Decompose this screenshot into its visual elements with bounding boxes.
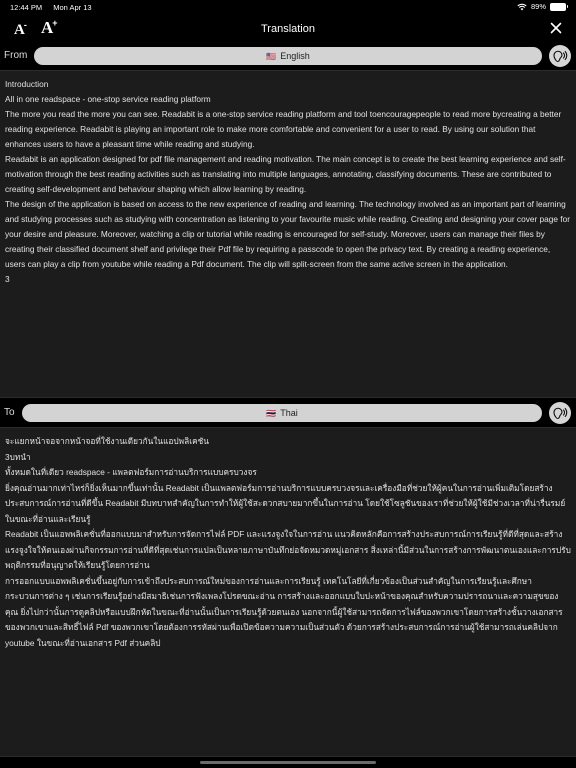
page-title: Translation — [260, 23, 315, 35]
font-increase-sign: + — [52, 18, 58, 29]
target-language-name: Thai — [280, 408, 298, 418]
source-speak-button[interactable] — [549, 45, 571, 67]
nav-bar — [0, 14, 576, 44]
source-line: 3 — [5, 274, 10, 284]
source-line: All in one readspace - one-stop service reading platform — [5, 94, 211, 104]
source-line: The design of the application is based on access to the new experience of reading and learning. The technology involved as an important part of learning and studying processes such as studying with concentration as listening to your favourite music while reading. Creating and designing your cover page for your desire and pleasure. Moreover, watching a clip or tutorial while reading is encouraged for self-study. Moreover, users can manage their files by creating their classified document shelf and privilege their Pdf file by requiring a passcode to open the privacy text. By creating a reading experience, users can play a clip from youtube while reading a Pdf document. The clip will split-screen from the same active screen in the application. — [5, 199, 570, 269]
target-language-row — [0, 400, 576, 426]
battery-icon — [550, 3, 566, 11]
source-line: Introduction — [5, 79, 49, 89]
target-line: จะแยกหน้าจอจากหน้าจอที่ใช้งานเดียวกันในแอปพลิเคชัน — [5, 436, 209, 446]
target-line: Readabit เป็นแอพพลิเคชั่นที่ออกแบบมาสำหรับการจัดการไฟล์ PDF และแรงจูงใจในการอ่าน แนวคิดหลักคือการสร้างประสบการณ์การเรียนรู้ที่ดีที่สุดและสร้างแรงจูงใจให้ตนเองผ่านกิจกรรมการอ่านที่ดีที่สุดเช่นการแปลเป็นหลายภาษาบันทึกย่อจัดหมวดหมู่เอกสาร สิ่งเหล่านี้มีส่วนในการสร้างการพัฒนาตนเองและการปรับพฤติกรรมที่อนุญาตให้เรียนรู้โดยการอ่าน — [5, 529, 571, 570]
source-language-label: From — [4, 50, 28, 61]
source-line: Readabit is an application designed for pdf file management and reading motivation. The main concept is to create the best learning experience and self-motivation through the best reading activities such as translating into multiple languages, annotating, classifying documents. These are contributed to creating self-development and behaviour shaping which allow learning by reading. — [5, 154, 566, 194]
source-language-name: English — [280, 51, 310, 61]
us-flag-icon: 🇺🇸 — [266, 51, 277, 61]
speak-icon — [552, 406, 568, 420]
target-line: ทั้งหมดในที่เดียว readspace - แพลตฟอร์มการอ่านบริการแบบครบวงจร — [5, 467, 257, 477]
target-line: 3บทนำ — [5, 451, 31, 462]
target-line: ยิ่งคุณอ่านมากเท่าไหร่ก็ยิ่งเห็นมากขึ้นเท่านั้น Readabit เป็นแพลตฟอร์มการอ่านบริการแบบครบวงจรและเครื่องมือที่ช่วยให้ผู้คนในการอ่านเพิ่มเติมโดยสร้างประสบการณ์การอ่านที่ดีขึ้น Readabit มีบทบาทสำคัญในการทำให้ผู้ใช้สะดวกสบายมากขึ้นในการอ่าน โดยใช้โซลูชันของเราที่ช่วยให้ผู้ใช้มีช่วงเวลาที่น่ารื่นรมย์ในขณะที่อ่านและเรียนรู้ — [5, 482, 566, 524]
status-time: 12:44 PM — [10, 3, 43, 12]
font-decrease-label: A — [14, 22, 25, 38]
source-text-panel[interactable] — [0, 70, 576, 398]
source-language-selector[interactable] — [34, 47, 542, 65]
target-speak-button[interactable] — [549, 402, 571, 424]
wifi-icon — [517, 3, 527, 11]
font-decrease-sign: - — [23, 20, 27, 30]
battery-percent: 89% — [530, 2, 546, 11]
source-line: The more you read the more you can see. Readabit is a one-stop service reading platform and tool toencouragepeople to read more bycreating a better reading experience. Readabit is playing an important role to make more comfortable and convenient for a user to read. By using our solution that enhances users to have a pleasant time while reading and studying. — [5, 109, 562, 149]
target-language-selector[interactable] — [22, 404, 542, 422]
status-date: Mon Apr 13 — [53, 3, 92, 12]
target-line: การออกแบบแอพพลิเคชั่นขึ้นอยู่กับการเข้าถึงประสบการณ์ใหม่ของการอ่านและการเรียนรู้ เทคโนโลยีที่เกี่ยวข้องเป็นส่วนสำคัญในการเรียนรู้และศึกษากระบวนการต่าง ๆ เช่นการเรียนรู้อย่างมีสมาธิเช่นการฟังเพลงโปรดขณะอ่าน การสร้างและออกแบบใบปะหน้าของคุณสำหรับความปรารถนาและความสุขของคุณ ยิ่งไปกว่านั้นการดูคลิปหรือแบบฝึกหัดในขณะที่อ่านนั้นเป็นการเรียนรู้ด้วยตนเอง นอกจากนี้ผู้ใช้สามารถจัดการไฟล์ของพวกเขาโดยการสร้างชั้นวางเอกสารของพวกเขาและสิทธิ์ไฟล์ Pdf ของพวกเขาโดยต้องการรหัสผ่านเพื่อเปิดข้อความความเป็นส่วนตัว ด้วยการสร้างประสบการณ์การอ่านผู้ใช้สามารถเล่นคลิปจาก youtube ในขณะที่อ่านเอกสาร Pdf ส่วนคลิป — [5, 575, 563, 648]
close-icon[interactable] — [548, 20, 564, 36]
status-left — [10, 3, 101, 12]
speak-icon — [552, 49, 568, 63]
font-increase-label: A — [41, 18, 54, 37]
thai-flag-icon: 🇹🇭 — [266, 408, 277, 418]
home-indicator[interactable] — [200, 761, 376, 764]
target-text-panel[interactable] — [0, 427, 576, 757]
status-bar — [0, 0, 576, 14]
source-language-row — [0, 43, 576, 69]
status-right — [517, 2, 566, 11]
target-language-label: To — [4, 407, 15, 418]
